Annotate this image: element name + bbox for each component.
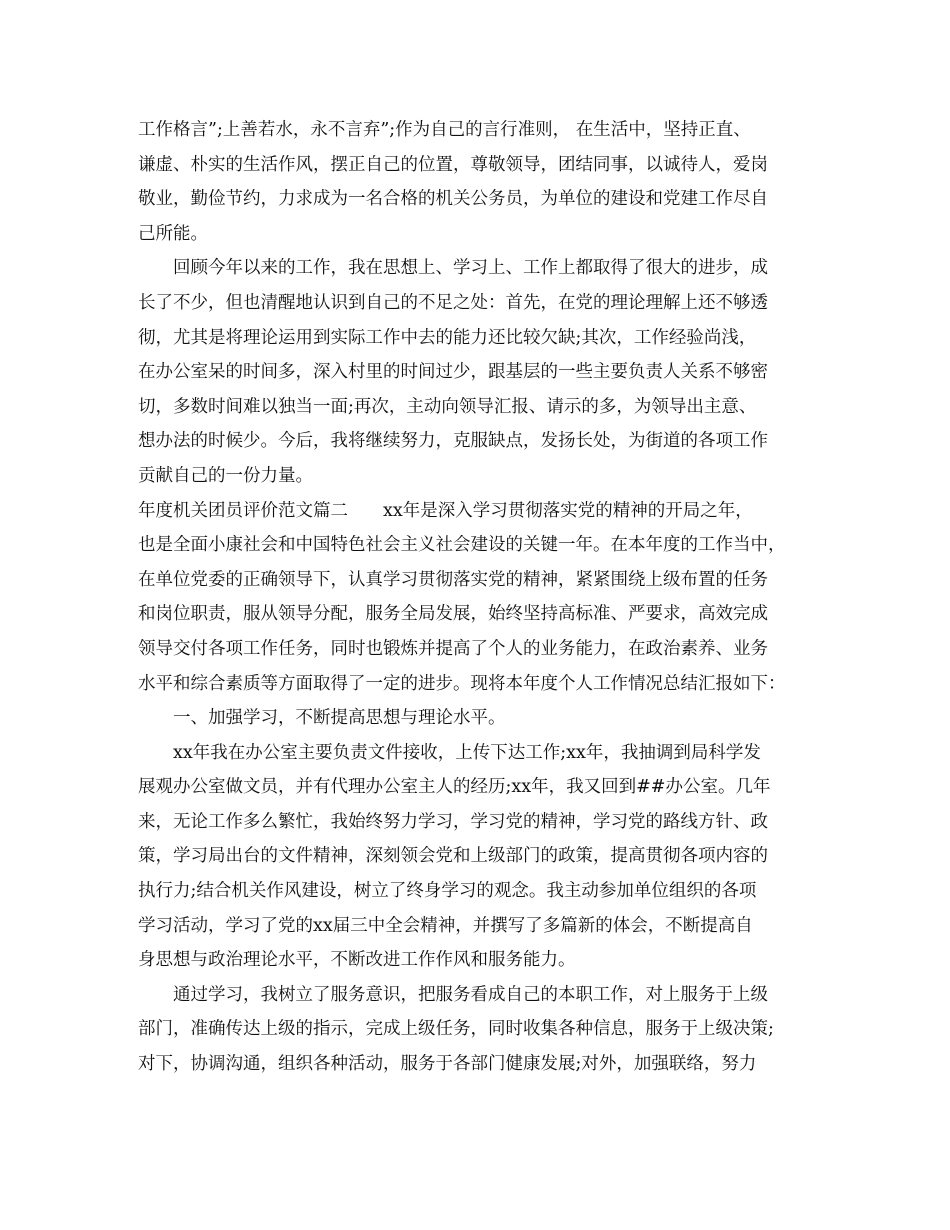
text-line: xx年我在办公室主要负责文件接收，上传下达工作;xx年，我抽调到局科学发 xyxy=(173,742,761,763)
text-line: 在办公室呆的时间多，深入村里的时间过少，跟基层的一些主要负责人关系不够密 xyxy=(138,362,768,383)
text-line: 贡献自己的一份力量。 xyxy=(138,465,313,486)
text-line: 领导交付各项工作任务，同时也锻炼并提高了个人的业务能力，在政治素养、业务 xyxy=(138,638,768,659)
text-line: 展观办公室做文员，并有代理办公室主人的经历;xx年，我又回到##办公室。几年 xyxy=(138,777,771,798)
text-line: 部门，准确传达上级的指示，完成上级任务，同时收集各种信息，服务于上级决策; xyxy=(138,1019,774,1040)
text-line: 年度机关团员评价范文篇二 xx年是深入学习贯彻落实党的精神的开局之年， xyxy=(138,500,753,521)
text-line: 工作格言”;上善若水，永不言弃”;作为自己的言行准则， 在生活中，坚持正直、 xyxy=(138,120,751,140)
text-line: 长了不少，但也清醒地认识到自己的不足之处：首先，在党的理论理解上还不够透 xyxy=(138,292,768,313)
text-line: 策，学习局出台的文件精神，深刻领会党和上级部门的政策，提高贯彻各项内容的 xyxy=(138,846,768,867)
text-line: 和岗位职责，服从领导分配，服务全局发展，始终坚持高标准、严要求，高效完成 xyxy=(138,604,768,625)
text-line: 水平和综合素质等方面取得了一定的进步。现将本年度个人工作情况总结汇报如下： xyxy=(138,673,786,694)
text-line: 切，多数时间难以独当一面;再次，主动向领导汇报、请示的多，为领导出主意、 xyxy=(138,396,757,417)
text-line: 谦虚、朴实的生活作风，摆正自己的位置，尊敬领导，团结同事，以诚待人，爱岗 xyxy=(138,154,768,175)
text-line: 学习活动，学习了党的xx届三中全会精神，并撰写了多篇新的体会，不断提高自 xyxy=(138,915,753,936)
document-body xyxy=(138,113,818,1082)
text-line: 一、加强学习，不断提高思想与理论水平。 xyxy=(173,708,506,729)
text-line: 彻，尤其是将理论运用到实际工作中去的能力还比较欠缺;其次，工作经验尚浅， xyxy=(138,327,757,348)
text-line: 也是全面小康社会和中国特色社会主义社会建设的关键一年。在本年度的工作当中， xyxy=(138,535,786,556)
text-line: 身思想与政治理论水平，不断改进工作作风和服务能力。 xyxy=(138,950,576,971)
text-line: 敬业，勤俭节约，力求成为一名合格的机关公务员，为单位的建设和党建工作尽自 xyxy=(138,189,768,210)
text-line: 执行力;结合机关作风建设，树立了终身学习的观念。我主动参加单位组织的各项 xyxy=(138,881,757,902)
text-line: 回顾今年以来的工作，我在思想上、学习上、工作上都取得了很大的进步，成 xyxy=(173,258,768,279)
text-line: 己所能。 xyxy=(138,223,208,244)
text-line: 想办法的时候少。今后，我将继续努力，克服缺点，发扬长处，为街道的各项工作 xyxy=(138,431,768,452)
text-line: 对下，协调沟通，组织各种活动，服务于各部门健康发展;对外，加强联络，努力 xyxy=(138,1054,757,1075)
text-line: 通过学习，我树立了服务意识，把服务看成自己的本职工作，对上服务于上级 xyxy=(173,984,768,1005)
text-line: 来，无论工作多么繁忙，我始终努力学习，学习党的精神，学习党的路线方针、政 xyxy=(138,811,768,832)
text-line: 在单位党委的正确领导下，认真学习贯彻落实党的精神，紧紧围绕上级布置的任务 xyxy=(138,569,768,590)
